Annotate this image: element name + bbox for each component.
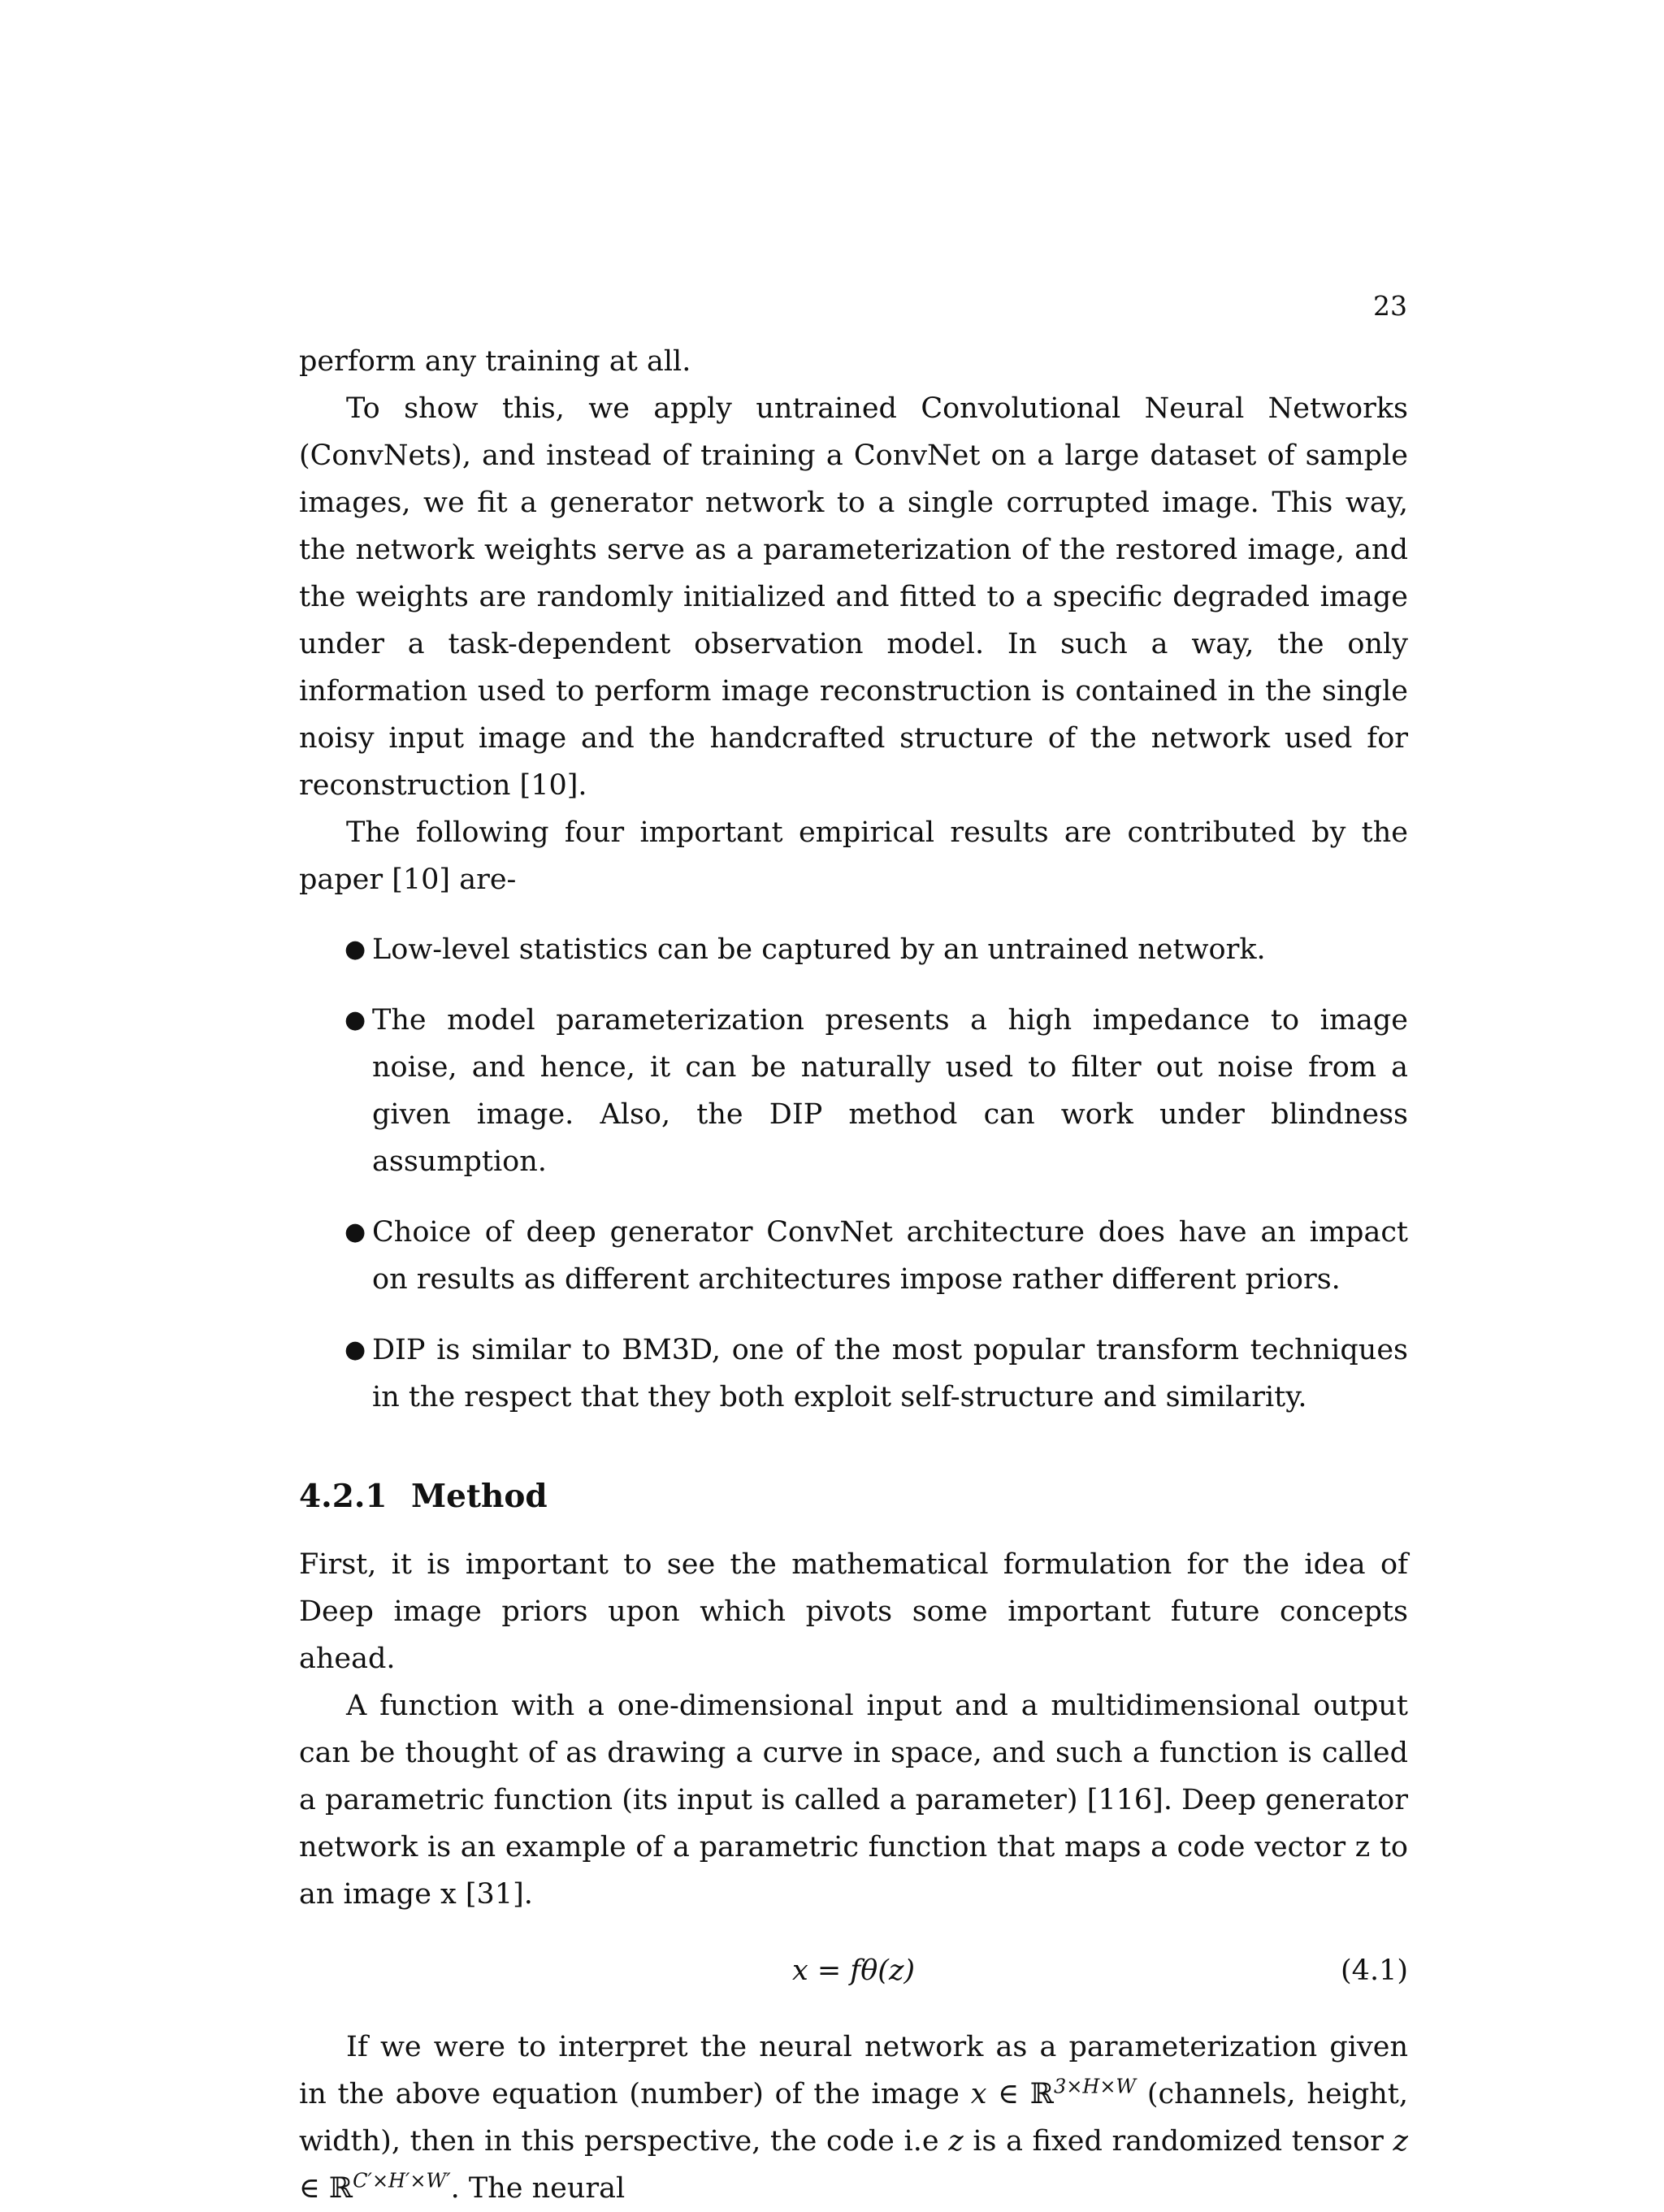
text-run: (channels, height, width), then in this perspective, the code i.e	[299, 2078, 1409, 2158]
section-heading	[299, 1473, 1408, 1520]
page-number: 23	[1373, 290, 1407, 322]
bullet-icon: ●	[344, 935, 366, 963]
list-item-text: DIP is similar to BM3D, one of the most popular transform techniques in the respect that they both exploit self-structure and similarity.	[372, 1334, 1408, 1413]
math-z: z	[948, 2125, 964, 2158]
list-item	[299, 1327, 1408, 1421]
text-run: is a fixed randomized tensor	[963, 2125, 1393, 2158]
list-item-text: Choice of deep generator ConvNet architecture does have an impact on results as different architectures impose rather different priors.	[372, 1216, 1408, 1296]
superscript-dims: 3×H×W	[1054, 2075, 1137, 2098]
page-body	[299, 338, 1408, 2212]
text-run: . The neural	[450, 2172, 626, 2205]
bullet-icon: ●	[344, 1335, 366, 1364]
section-title: Method	[411, 1478, 548, 1515]
equation-label: (4.1)	[1341, 1954, 1408, 1987]
list-item	[299, 926, 1408, 973]
equation-4-1	[299, 1947, 1408, 1994]
math-in-reals: ∈ ℝ	[986, 2078, 1055, 2110]
bullet-icon: ●	[344, 1006, 366, 1034]
list-item-text: The model parameterization presents a high impedance to image noise, and hence, it can be naturally used to filter out noise from a given image. Also, the DIP method can work under blindness assumption.	[372, 1004, 1408, 1178]
text-run: If we were to interpret the neural network as a parameterization given in the above equation (number) of the image	[299, 2031, 1408, 2110]
list-item	[299, 1209, 1408, 1303]
superscript-dims: C′×H′×W′	[353, 2169, 451, 2193]
math-x: x	[970, 2078, 987, 2110]
paragraph-untrained-convnets: To show this, we apply untrained Convolutional Neural Networks (ConvNets), and instead of training a ConvNet on a large dataset of sample images, we fit a generator network to a single corrupted image. This way, the network weights serve as a parameterization of the restored image, and the weights are randomly initialized and fitted to a specific degraded image under a task-dependent observation model. In such a way, the only information used to perform image reconstruction is contained in the single noisy input image and the handcrafted structure of the network used for reconstruction [10].	[299, 392, 1408, 802]
paragraph-continuation: perform any training at all.	[299, 345, 691, 378]
section-number: 4.2.1	[299, 1478, 388, 1515]
paragraph-parameterization	[299, 2024, 1408, 2212]
empirical-results-list	[299, 926, 1408, 1421]
paragraph-formulation-intro: First, it is important to see the mathematical formulation for the idea of Deep image priors upon which pivots some important future concepts ahead.	[299, 1548, 1408, 1675]
list-item-text: Low-level statistics can be captured by an untrained network.	[372, 933, 1266, 966]
list-item	[299, 997, 1408, 1185]
paragraph-empirical-results-intro: The following four important empirical results are contributed by the paper [10] are-	[299, 816, 1408, 896]
math-in-reals: ∈ ℝ	[299, 2172, 353, 2205]
equation-body: x = fθ(z)	[791, 1954, 916, 1987]
paragraph-parametric-function: A function with a one-dimensional input and a multidimensional output can be thought of as drawing a curve in space, and such a function is called a parametric function (its input is called a parameter) [116]. Deep generator network is an example of a parametric function that maps a code vector z to an image x [31].	[299, 1690, 1408, 1911]
bullet-icon: ●	[344, 1218, 366, 1246]
math-z: z	[1393, 2125, 1408, 2158]
